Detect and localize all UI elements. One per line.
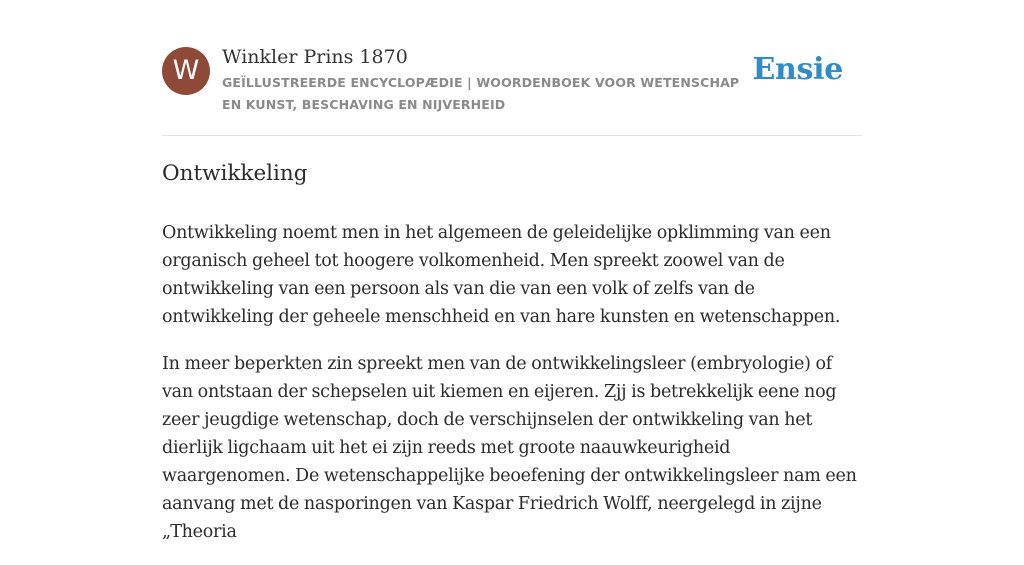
avatar-letter: W <box>172 55 200 86</box>
article <box>162 152 862 565</box>
source-title[interactable]: Winkler Prins 1870 <box>222 46 408 68</box>
source-header <box>162 44 862 136</box>
source-avatar <box>162 47 210 95</box>
ensie-logo[interactable]: Ensie <box>752 52 843 87</box>
article-paragraph-2: In meer beperkten zin spreekt men van de ontwikkelingsleer (embryologie) of van ontstaan der schepselen uit kiemen en eijeren. Zjj is betrekkelijk eene nog zeer jeugdige wetenschap, doch de verschijnselen der ontwikkeling van het dierlijk ligchaam uit het ei zijn reeds met groote naauwkeurigheid waargenomen. De wetenschappelijke beoefening der ontwikkelingsleer nam een aanvang met de nasporingen van Kaspar Friedrich Wolff, neergelegd in zijne „Theoria <box>162 354 857 542</box>
article-title: Ontwikkeling <box>162 161 308 186</box>
article-paragraph-1: Ontwikkeling noemt men in het algemeen de geleidelijke opklimming van een organisch geheel tot hoogere volkomenheid. Men spreekt zoowel van de ontwikkeling van een persoon als van die van een volk of zelfs van de ontwikkeling der geheele menschheid en van hare kunsten en wetenschappen. <box>162 223 841 327</box>
source-subtitle: GEÏLLUSTREERDE ENCYCLOPÆDIE | WOORDENBOEK VOOR WETENSCHAP EN KUNST, BESCHAVING EN NIJVERHEID <box>222 75 740 112</box>
